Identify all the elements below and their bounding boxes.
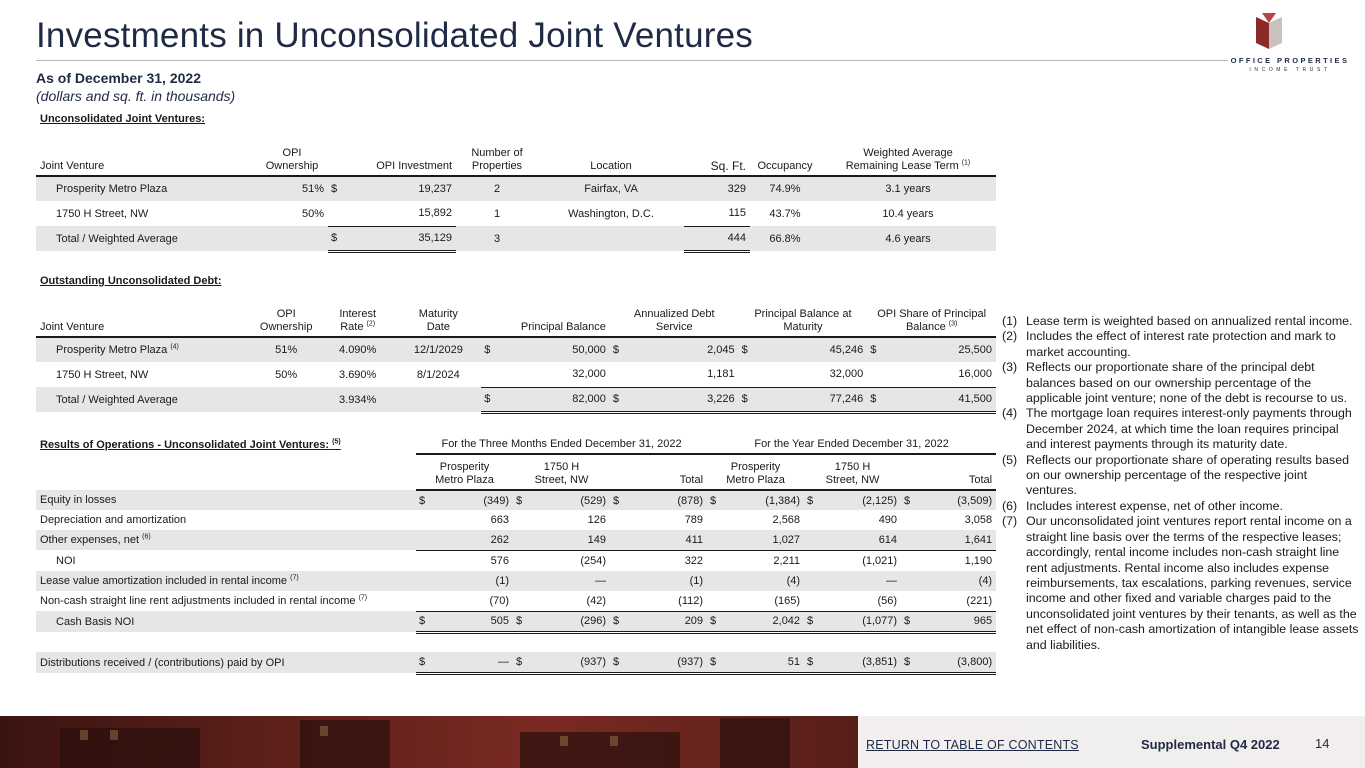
results-section-heading: Results of Operations - Unconsolidated Joint Ventures: $^{(5)}$: [40, 438, 341, 451]
footnote: (4) The mortgage loan requires interest-only payments through December 2024, at which time the loan requires principal and interest payments through its maturity date.: [1002, 406, 1352, 452]
table-row-total: Distributions received / (contributions) paid by OPI $ — $ (937) $ (937) $ 51 $ (3,851) $ (3,800): [36, 652, 996, 673]
table-row-total: Total / Weighted Average 3.934% $ 82,000 $ 3,226 $ 77,246 $ 41,500: [36, 387, 996, 412]
q-col-total: Total: [610, 454, 707, 490]
jv-col-properties: Number of Properties: [456, 146, 538, 176]
debt-col-maturity: Maturity Date: [395, 307, 481, 337]
as-of-date: As of December 31, 2022: [36, 70, 201, 86]
table-row: Other expenses, net $^{(6)}$ 262 149 411 1,027 614 1,641: [36, 530, 996, 550]
debt-col-rate: Interest Rate $^{(2)}$: [320, 307, 396, 337]
jv-table: [36, 146, 996, 253]
footnote: (1) Lease term is weighted based on annualized rental income.: [1002, 314, 1353, 328]
jv-section-heading: Unconsolidated Joint Ventures:: [40, 113, 206, 125]
footnotes: [1002, 314, 1360, 653]
debt-col-service: Annualized Debt Service: [610, 307, 739, 337]
jv-col-joint-venture: Joint Venture: [36, 146, 256, 176]
jv-col-sqft: Sq. Ft.: [684, 146, 750, 176]
page-number: 14: [1315, 736, 1330, 751]
debt-table: [36, 307, 996, 414]
page-title: Investments in Unconsolidated Joint Ventures: [36, 16, 753, 55]
table-row: NOI 576 (254) 322 2,211 (1,021) 1,190: [36, 550, 996, 571]
debt-col-joint-venture: Joint Venture: [36, 307, 253, 337]
return-to-toc-link[interactable]: RETURN TO TABLE OF CONTENTS: [866, 738, 1079, 752]
q-col-1750h: 1750 H Street, NW: [513, 454, 610, 490]
company-logo: [1226, 12, 1354, 76]
table-row: Depreciation and amortization 663 126 789 2,568 490 3,058: [40, 514, 993, 526]
footnote: (3) Reflects our proportionate share of the principal debt balances based on our ownership percentage of the applicable joint venture; none of the debt is recourse to us.: [1002, 360, 1347, 406]
table-row: Prosperity Metro Plaza 51% $ 19,237 2 Fairfax, VA 329 74.9% 3.1 years: [36, 176, 996, 201]
table-row: Non-cash straight line rent adjustments included in rental income $^{(7)}$ (70) (42) (112) (165) (56) (221): [40, 594, 993, 607]
footnote: (7) Our unconsolidated joint ventures report rental income on a straight line basis over the terms of the respective leases; accordingly, rental income includes non-cash straight line rent adjustments. Rental income also includes expense reimbursements, tax escalations, parking revenues, service income and other fixed and variable charges paid to the unconsolidated joint ventures by their tenants, as well as the net effect of non-cash amortization of intangible lease assets and liabilities.: [1002, 514, 1359, 652]
logo-mark-icon: [1256, 13, 1282, 49]
table-row: 1750 H Street, NW 50% 3.690% 8/1/2024 32,000 1,181 32,000 16,000: [56, 368, 992, 381]
table-row: Prosperity Metro Plaza $^{(4)}$ 51% 4.090% 12/1/2029 $ 50,000 $ 2,045 $ 45,246 $ 25,500: [36, 337, 996, 362]
jv-col-lease-term: Weighted Average Remaining Lease Term $^{(1)}$: [820, 146, 996, 176]
jv-col-ownership: OPI Ownership: [256, 146, 328, 176]
y-col-1750h: 1750 H Street, NW: [804, 454, 901, 490]
jv-col-location: Location: [538, 146, 684, 176]
period-year: For the Year Ended December 31, 2022: [707, 434, 996, 454]
footnote: (6) Includes interest expense, net of other income.: [1002, 498, 1283, 513]
footnote: (5) Reflects our proportionate share of operating results based on our ownership percentage of the respective joint ventures.: [1002, 452, 1350, 498]
results-table: [36, 434, 996, 675]
y-col-prosperity: Prosperity Metro Plaza: [707, 454, 804, 490]
period-three-months: For the Three Months Ended December 31, 2022: [416, 434, 707, 454]
jv-col-occupancy: Occupancy: [750, 146, 820, 176]
supplemental-label: Supplemental Q4 2022: [1141, 737, 1280, 752]
logo-subtitle: INCOME TRUST: [1249, 67, 1331, 73]
y-col-total: Total: [901, 454, 996, 490]
table-row: Lease value amortization included in rental income $^{(7)}$ (1) — (1) (4) — (4): [36, 571, 996, 591]
logo-name: OFFICE PROPERTIES: [1230, 56, 1350, 65]
table-row-total: Total / Weighted Average $ 35,129 3 444 66.8% 4.6 years: [36, 226, 996, 251]
table-row: Equity in losses $ (349) $ (529) $ (878) $ (1,384) $ (2,125) $ (3,509): [36, 490, 996, 510]
debt-col-at-maturity: Principal Balance at Maturity: [739, 307, 868, 337]
debt-col-principal: Principal Balance: [481, 307, 610, 337]
footnote: (2) Includes the effect of interest rate protection and mark to market accounting.: [1002, 329, 1336, 359]
table-row: 1750 H Street, NW 50% 15,892 1 Washington, D.C. 115 43.7% 10.4 years: [56, 207, 934, 220]
debt-col-ownership: OPI Ownership: [253, 307, 320, 337]
title-divider: [36, 60, 1228, 61]
units-note: (dollars and sq. ft. in thousands): [36, 88, 236, 104]
debt-section-heading: Outstanding Unconsolidated Debt:: [40, 275, 222, 287]
debt-col-share: OPI Share of Principal Balance $^{(3)}$: [867, 307, 996, 337]
table-row-total: Cash Basis NOI $ 505 $ (296) $ 209 $ 2,042 $ (1,077) $ 965: [36, 611, 996, 632]
q-col-prosperity: Prosperity Metro Plaza: [416, 454, 513, 490]
jv-col-investment: OPI Investment: [328, 146, 456, 176]
